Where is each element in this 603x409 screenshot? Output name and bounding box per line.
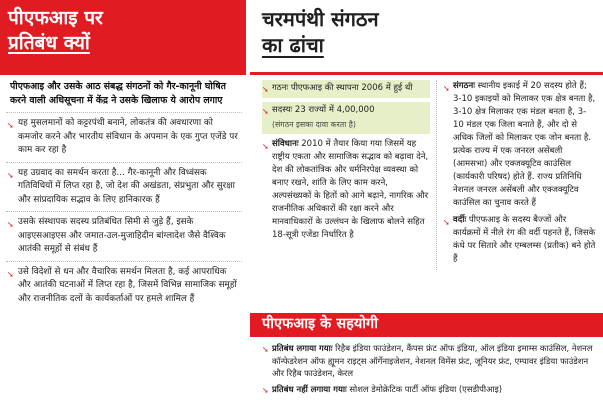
accusation-text: उसे विदेशों से धन और वैचारिक समर्थन मिलता है, कई आपराधिक और आतंकी घटनाओं में लिप्त रहा है, जिसमें विभिन्न सामाजिक समूहों और राजनीतिक दलों के कार्यकर्ताओं पर हमले शामिल हैं	[18, 266, 237, 304]
formation-suffix: में हुई थी	[385, 83, 413, 93]
formation-year: 2006	[361, 83, 384, 93]
arrow-bullet-icon: ➘	[262, 142, 269, 151]
arrow-bullet-icon: ➘	[443, 218, 450, 227]
constitution-item	[262, 138, 430, 242]
members-count: 4,00,000	[336, 105, 375, 115]
members-text: राज्यों में	[308, 105, 334, 115]
arrow-bullet-icon: ➘	[7, 170, 14, 180]
allies-section	[250, 313, 603, 398]
not-banned-text: सोशल डेमोक्रेटिक पार्टी ऑफ इंडिया (एसडीपीआइ)	[349, 383, 502, 394]
accusation-text: यह उग्रवाद का समर्थन करता है... गैर-कानूनी और विध्वंसक गतिविधियों में लिप्त रहा है, जो देश की अखंडता, संप्रभुता और सुरक्षा और सांप्रदायिक सद्भाव के लिए हानिकारक हैं	[18, 167, 235, 205]
uniform-item	[443, 214, 596, 266]
right-panel	[250, 0, 603, 409]
arrow-bullet-icon: ➘	[443, 84, 450, 93]
banned-item	[262, 342, 595, 380]
right-title-line1: चरमपंथी संगठन	[262, 7, 379, 31]
arrow-bullet-icon: ➘	[262, 107, 269, 116]
members-note: (संगठन इसका दावा करता है)	[272, 120, 356, 129]
accusation-item	[6, 261, 242, 311]
members-label: सदस्यः	[272, 105, 293, 115]
uniform-text: पीएफआइ के सदस्य बैज्जों और कार्यक्रमों में नीले रंग की वर्दी पहनते हैं, जिसके कंधे पर सितारे और एम्बलम्स (प्रतीक) बने होते हैं	[453, 215, 596, 264]
arrow-bullet-icon: ➘	[262, 345, 269, 354]
structure-column-b	[436, 80, 596, 270]
structure-column-a	[262, 80, 430, 246]
uniform-label: वर्दीः	[453, 215, 467, 225]
right-title-line2: का ढांचा	[262, 33, 324, 57]
arrow-bullet-icon: ➘	[7, 220, 14, 229]
not-banned-item	[262, 383, 595, 396]
banned-text: रिहैब इंडिया फाउंडेशन, कैंपस फ्रंट ऑफ इंडिया, ऑल इंडिया इमाम्स काउंसिल, नेशनल कॉन्फेडरेशन ऑफ ह्यूमन राइट्स ऑर्गेनाइजेशन, नेशनल विमेंस फ्रंट, जूनियर फ्रंट, एम्पावर इंडिया फाउंडेशन और रिहैब फाउंडेशन, केरल	[272, 343, 593, 378]
constitution-text: 2010 में तैयार किया गया जिसमें यह राष्ट्रीय एकता और सामाजिक सद्भाव को बढ़ावा देने, देश की लोकतांत्रिक और धर्मनिरपेक्ष व्यवस्था को बनाए रखने, शांति के लिए काम करने, अल्पसंख्यकों के हितों को आगे बढ़ाने, नागरिक और राजनीतिक अधिकारों की रक्षा करने और मानवाधिकारों के उल्लंघन के खिलाफ बोलने सहित 18-सूत्री एजेंडा निर्धारित है	[272, 139, 429, 240]
formation-text: पीएफआइ की स्थापना	[290, 83, 359, 93]
organization-item	[443, 80, 596, 210]
formation-label: गठनः	[272, 83, 289, 93]
accusation-text: उसके संस्थापक सदस्य प्रतिबंधित सिमी से जुड़े हैं, इसके आइएसआइएस और जमात-उल-मुजाहिदीन बांग्लादेश जैसे वैश्विक आतंकी समूहों से संबंध हैं	[18, 217, 226, 254]
organization-label: संगठनः	[453, 81, 475, 91]
members-box	[262, 102, 430, 134]
allies-title: पीएफआइ के सहयोगी	[250, 313, 603, 337]
constitution-label: संविधानः	[272, 139, 299, 149]
left-panel	[0, 0, 246, 409]
accusation-item	[6, 211, 242, 261]
not-banned-label: प्रतिबंध नहीं लगाया गयाः	[272, 383, 347, 394]
organization-text: स्थानीय इकाई में 20 सदस्य होते हैं; 3-10 इकाइयों को मिलाकर एक क्षेत्र बनता है, 3-10 क्षेत्र मिलाकर एक मंडल बनता है, 3-10 मंडल एक जिला बनाते हैं, और दो से अधिक जिलों को मिलाकर एक जोन बनता है. प्रत्येक राज्य में एक जनरल असेंबली (आमसभा) और एक्जक्यूटिव काउंसिल (कार्यकारी परिषद) होते हैं. राज्य प्रतिनिधि नेशनल जनरल असेंबली और एक्जक्यूटिव काउंसिल का चुनाव करते हैं	[453, 81, 596, 208]
accusation-item	[6, 112, 242, 162]
accusation-list	[0, 112, 246, 310]
arrow-bullet-icon: ➘	[7, 269, 14, 279]
formation-box	[262, 80, 430, 98]
right-title-block	[250, 0, 603, 75]
left-title-line2: प्रतिबंध क्यों	[8, 32, 90, 54]
left-title-line1: पीएफआइ पर	[8, 7, 103, 29]
left-intro: पीएफआइ और उसके आठ संबद्ध संगठनों को गैर-कानूनी घोषित करने वाली अधिसूचना में केंद्र ने उसके खिलाफ ये आरोप लगाए	[10, 81, 226, 106]
accusation-item	[6, 162, 242, 212]
accusation-text: यह मुसलमानों को कट्टरपंथी बनाने, लोकतंत्र की अवधारणा को कमजोर करने और भारतीय संविधान के अपमान के एक गुप्त एजेंडे पर काम कर रहा है	[18, 118, 238, 155]
members-states: 23	[294, 105, 306, 115]
arrow-bullet-icon: ➘	[262, 385, 269, 395]
allies-body	[250, 337, 603, 395]
arrow-bullet-icon: ➘	[262, 85, 269, 94]
left-title-block	[0, 0, 246, 75]
arrow-bullet-icon: ➘	[7, 121, 14, 130]
banned-label: प्रतिबंध लगाया गयाः	[272, 343, 333, 353]
